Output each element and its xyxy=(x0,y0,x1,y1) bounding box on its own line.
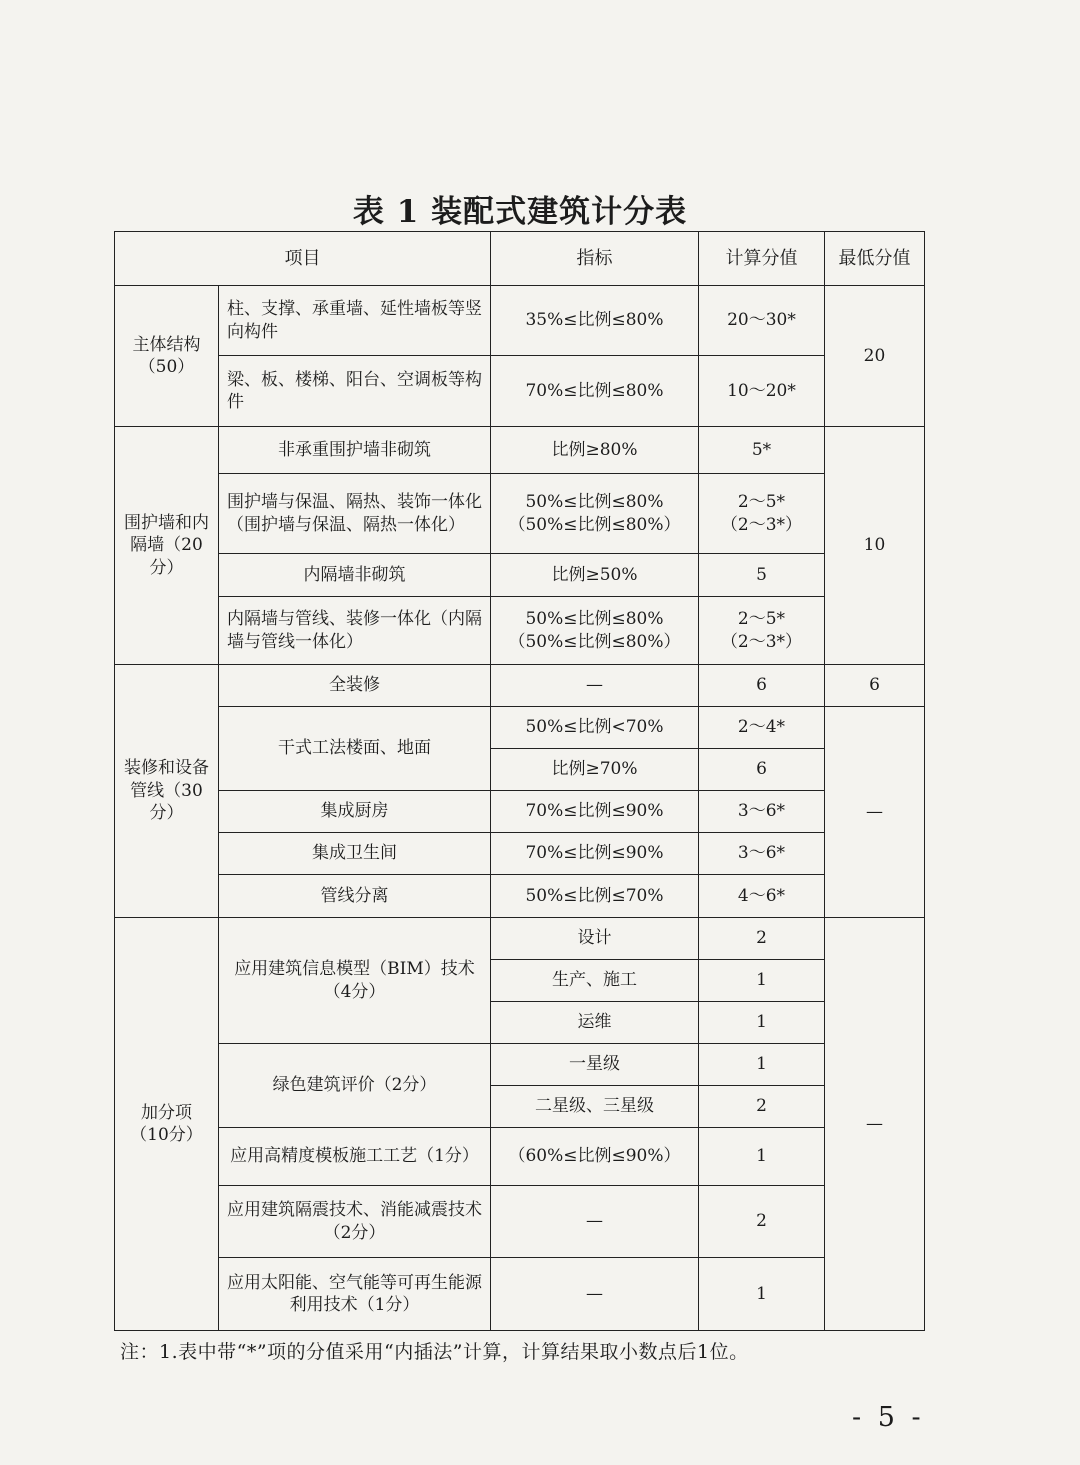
indicator-cell: 70%≤比例≤90% xyxy=(491,791,699,833)
header-item: 项目 xyxy=(115,232,491,286)
indicator-cell: — xyxy=(491,1186,699,1258)
indicator-cell: — xyxy=(491,665,699,707)
item-cell: 集成厨房 xyxy=(219,791,491,833)
page-number: - 5 - xyxy=(852,1402,925,1433)
indicator-cell xyxy=(491,597,699,665)
score-cell: 1 xyxy=(699,1002,825,1044)
table-row xyxy=(115,474,925,554)
score-cell: 2 xyxy=(699,1186,825,1258)
item-cell: 围护墙与保温、隔热、装饰一体化（围护墙与保温、隔热一体化） xyxy=(219,474,491,554)
indicator-cell: 比例≥70% xyxy=(491,749,699,791)
indicator-cell: 一星级 xyxy=(491,1044,699,1086)
indicator-cell: 比例≥80% xyxy=(491,427,699,474)
item-cell: 全装修 xyxy=(219,665,491,707)
indicator-cell: 50%≤比例≤70% xyxy=(491,875,699,918)
header-min: 最低分值 xyxy=(825,232,925,286)
indicator-cell: 生产、施工 xyxy=(491,960,699,1002)
scoring-table xyxy=(114,231,925,1331)
indicator-cell: 运维 xyxy=(491,1002,699,1044)
score-cell: 5* xyxy=(699,427,825,474)
score-line: 2～5* xyxy=(737,492,786,513)
header-row xyxy=(115,232,925,286)
item-cell: 内隔墙非砌筑 xyxy=(219,554,491,597)
score-cell: 2 xyxy=(699,1086,825,1128)
table-row xyxy=(115,286,925,356)
table-row xyxy=(115,356,925,427)
indicator-cell: 二星级、三星级 xyxy=(491,1086,699,1128)
min-score-cell: 10 xyxy=(825,427,925,665)
indicator-cell: 比例≥50% xyxy=(491,554,699,597)
item-cell: 梁、板、楼梯、阳台、空调板等构件 xyxy=(219,356,491,427)
score-cell: 5 xyxy=(699,554,825,597)
score-cell: 1 xyxy=(699,1128,825,1186)
score-cell: 3～6* xyxy=(699,791,825,833)
header-score: 计算分值 xyxy=(699,232,825,286)
indicator-cell: — xyxy=(491,1258,699,1331)
group-label: 加分项（10分） xyxy=(115,918,219,1331)
min-score-cell: 6 xyxy=(825,665,925,707)
indicator-cell: 70%≤比例≤90% xyxy=(491,833,699,875)
score-cell xyxy=(699,597,825,665)
table-title: 表 1 装配式建筑计分表 xyxy=(352,194,688,230)
footnote: 注：1.表中带“*”项的分值采用“内插法”计算，计算结果取小数点后1位。 xyxy=(120,1341,749,1363)
item-cell: 应用高精度模板施工工艺（1分） xyxy=(219,1128,491,1186)
group-label: 围护墙和内隔墙（20分） xyxy=(115,427,219,665)
indicator-cell: 50%≤比例<70% xyxy=(491,707,699,749)
score-cell: 20～30* xyxy=(699,286,825,356)
table-row xyxy=(115,918,925,960)
table-row xyxy=(115,665,925,707)
item-cell: 应用建筑隔震技术、消能减震技术（2分） xyxy=(219,1186,491,1258)
table-row xyxy=(115,1258,925,1331)
table-row xyxy=(115,875,925,918)
group-label: 主体结构（50） xyxy=(115,286,219,427)
indicator-line: 50%≤比例≤80% xyxy=(525,492,664,513)
table-row xyxy=(115,1186,925,1258)
item-cell: 柱、支撑、承重墙、延性墙板等竖向构件 xyxy=(219,286,491,356)
score-cell: 2～4* xyxy=(699,707,825,749)
table-row xyxy=(115,554,925,597)
item-cell: 应用建筑信息模型（BIM）技术（4分） xyxy=(219,918,491,1044)
indicator-cell xyxy=(491,474,699,554)
indicator-cell: 70%≤比例≤80% xyxy=(491,356,699,427)
score-cell: 3～6* xyxy=(699,833,825,875)
score-line: 2～5* xyxy=(737,609,786,630)
indicator-cell: （60%≤比例≤90%） xyxy=(491,1128,699,1186)
min-score-cell: — xyxy=(825,918,925,1331)
indicator-cell: 设计 xyxy=(491,918,699,960)
score-line-alt: （2～3*） xyxy=(720,514,803,535)
item-cell: 干式工法楼面、地面 xyxy=(219,707,491,791)
table-row xyxy=(115,1128,925,1186)
score-cell: 10～20* xyxy=(699,356,825,427)
item-cell: 绿色建筑评价（2分） xyxy=(219,1044,491,1128)
item-cell: 非承重围护墙非砌筑 xyxy=(219,427,491,474)
table-row xyxy=(115,597,925,665)
score-cell: 1 xyxy=(699,1258,825,1331)
score-cell: 1 xyxy=(699,960,825,1002)
score-cell xyxy=(699,474,825,554)
table-row xyxy=(115,707,925,749)
table-row xyxy=(115,833,925,875)
score-cell: 6 xyxy=(699,665,825,707)
item-cell: 管线分离 xyxy=(219,875,491,918)
item-cell: 内隔墙与管线、装修一体化（内隔墙与管线一体化） xyxy=(219,597,491,665)
item-cell: 集成卫生间 xyxy=(219,833,491,875)
min-score-cell: — xyxy=(825,707,925,918)
item-cell: 应用太阳能、空气能等可再生能源利用技术（1分） xyxy=(219,1258,491,1331)
header-indicator: 指标 xyxy=(491,232,699,286)
indicator-cell: 35%≤比例≤80% xyxy=(491,286,699,356)
indicator-line: 50%≤比例≤80% xyxy=(525,609,664,630)
table-row xyxy=(115,1044,925,1086)
score-cell: 4～6* xyxy=(699,875,825,918)
score-cell: 1 xyxy=(699,1044,825,1086)
score-cell: 2 xyxy=(699,918,825,960)
score-cell: 6 xyxy=(699,749,825,791)
indicator-line-alt: （50%≤比例≤80%） xyxy=(508,514,681,535)
table-row xyxy=(115,791,925,833)
min-score-cell: 20 xyxy=(825,286,925,427)
indicator-line-alt: （50%≤比例≤80%） xyxy=(508,631,681,652)
score-line-alt: （2～3*） xyxy=(720,631,803,652)
table-row xyxy=(115,427,925,474)
group-label: 装修和设备管线（30分） xyxy=(115,665,219,918)
